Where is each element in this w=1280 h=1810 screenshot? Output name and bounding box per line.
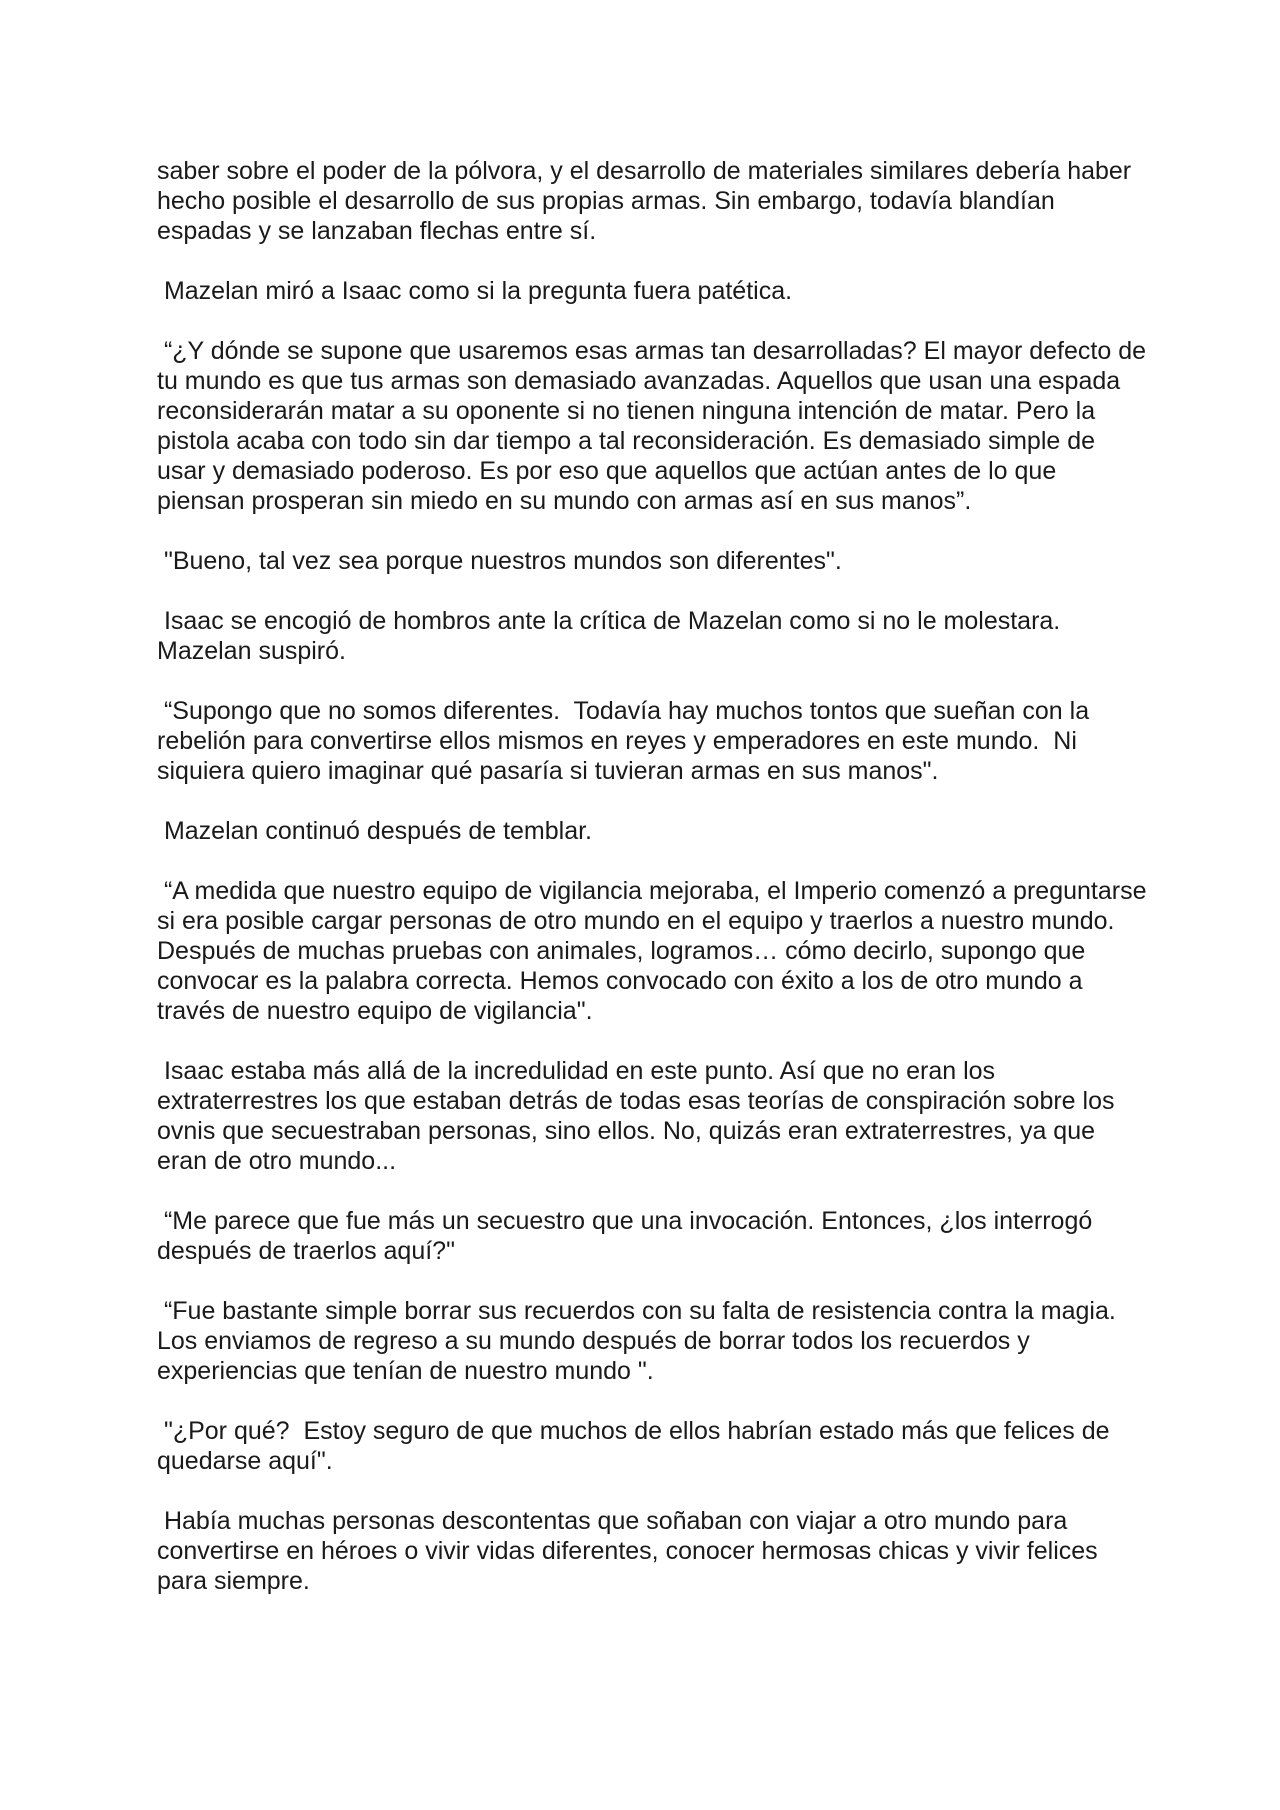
paragraph-7: Mazelan continuó después de temblar. xyxy=(157,817,593,845)
paragraph-12: "¿Por qué? Estoy seguro de que muchos de ellos habrían estado más que felices de quedarse aquí". xyxy=(157,1417,1117,1475)
paragraph-6: “Supongo que no somos diferentes. Todavía hay muchos tontos que sueñan con la rebelión para convertirse ellos mismos en reyes y emperadores en este mundo. Ni siquiera quiero imaginar qué pasaría si tuvieran armas en sus manos". xyxy=(157,697,1097,785)
paragraph-13: Había muchas personas descontentas que soñaban con viajar a otro mundo para convertirse en héroes o vivir vidas diferentes, conocer hermosas chicas y vivir felices para siempre. xyxy=(157,1507,1105,1595)
paragraph-1: saber sobre el poder de la pólvora, y el desarrollo de materiales similares debería haber hecho posible el desarrollo de sus propias armas. Sin embargo, todavía blandían espadas y se lanzaban flechas entre sí. xyxy=(157,157,1139,245)
paragraph-4: "Bueno, tal vez sea porque nuestros mundos son diferentes". xyxy=(157,547,842,575)
paragraph-5: Isaac se encogió de hombros ante la crítica de Mazelan como si no le molestara. Mazelan suspiró. xyxy=(157,607,1068,665)
paragraph-8: “A medida que nuestro equipo de vigilancia mejoraba, el Imperio comenzó a preguntarse si era posible cargar personas de otro mundo en el equipo y traerlos a nuestro mundo. Después de muchas pruebas con animales, logramos… cómo decirlo, supongo que convocar es la palabra correcta. Hemos convocado con éxito a los de otro mundo a través de nuestro equipo de vigilancia". xyxy=(157,877,1154,1025)
paragraph-10: “Me parece que fue más un secuestro que una invocación. Entonces, ¿los interrogó después de traerlos aquí?" xyxy=(157,1207,1100,1265)
paragraph-11: “Fue bastante simple borrar sus recuerdos con su falta de resistencia contra la magia. Los enviamos de regreso a su mundo después de borrar todos los recuerdos y experiencias que tenían de nuestro mundo ". xyxy=(157,1297,1123,1385)
paragraph-9: Isaac estaba más allá de la incredulidad en este punto. Así que no eran los extraterrestres los que estaban detrás de todas esas teorías de conspiración sobre los ovnis que secuestraban personas, sino ellos. No, quizás eran extraterrestres, ya que eran de otro mundo... xyxy=(157,1057,1122,1175)
paragraph-2: Mazelan miró a Isaac como si la pregunta fuera patética. xyxy=(157,277,793,305)
paragraph-3: “¿Y dónde se supone que usaremos esas armas tan desarrolladas? El mayor defecto de tu mundo es que tus armas son demasiado avanzadas. Aquellos que usan una espada reconsiderarán matar a su oponente si no tienen ninguna intención de matar. Pero la pistola acaba con todo sin dar tiempo a tal reconsideración. Es demasiado simple de usar y demasiado poderoso. Es por eso que aquellos que actúan antes de lo que piensan prosperan sin miedo en su mundo con armas así en sus manos”. xyxy=(157,337,1153,515)
document-body xyxy=(157,156,1154,1596)
